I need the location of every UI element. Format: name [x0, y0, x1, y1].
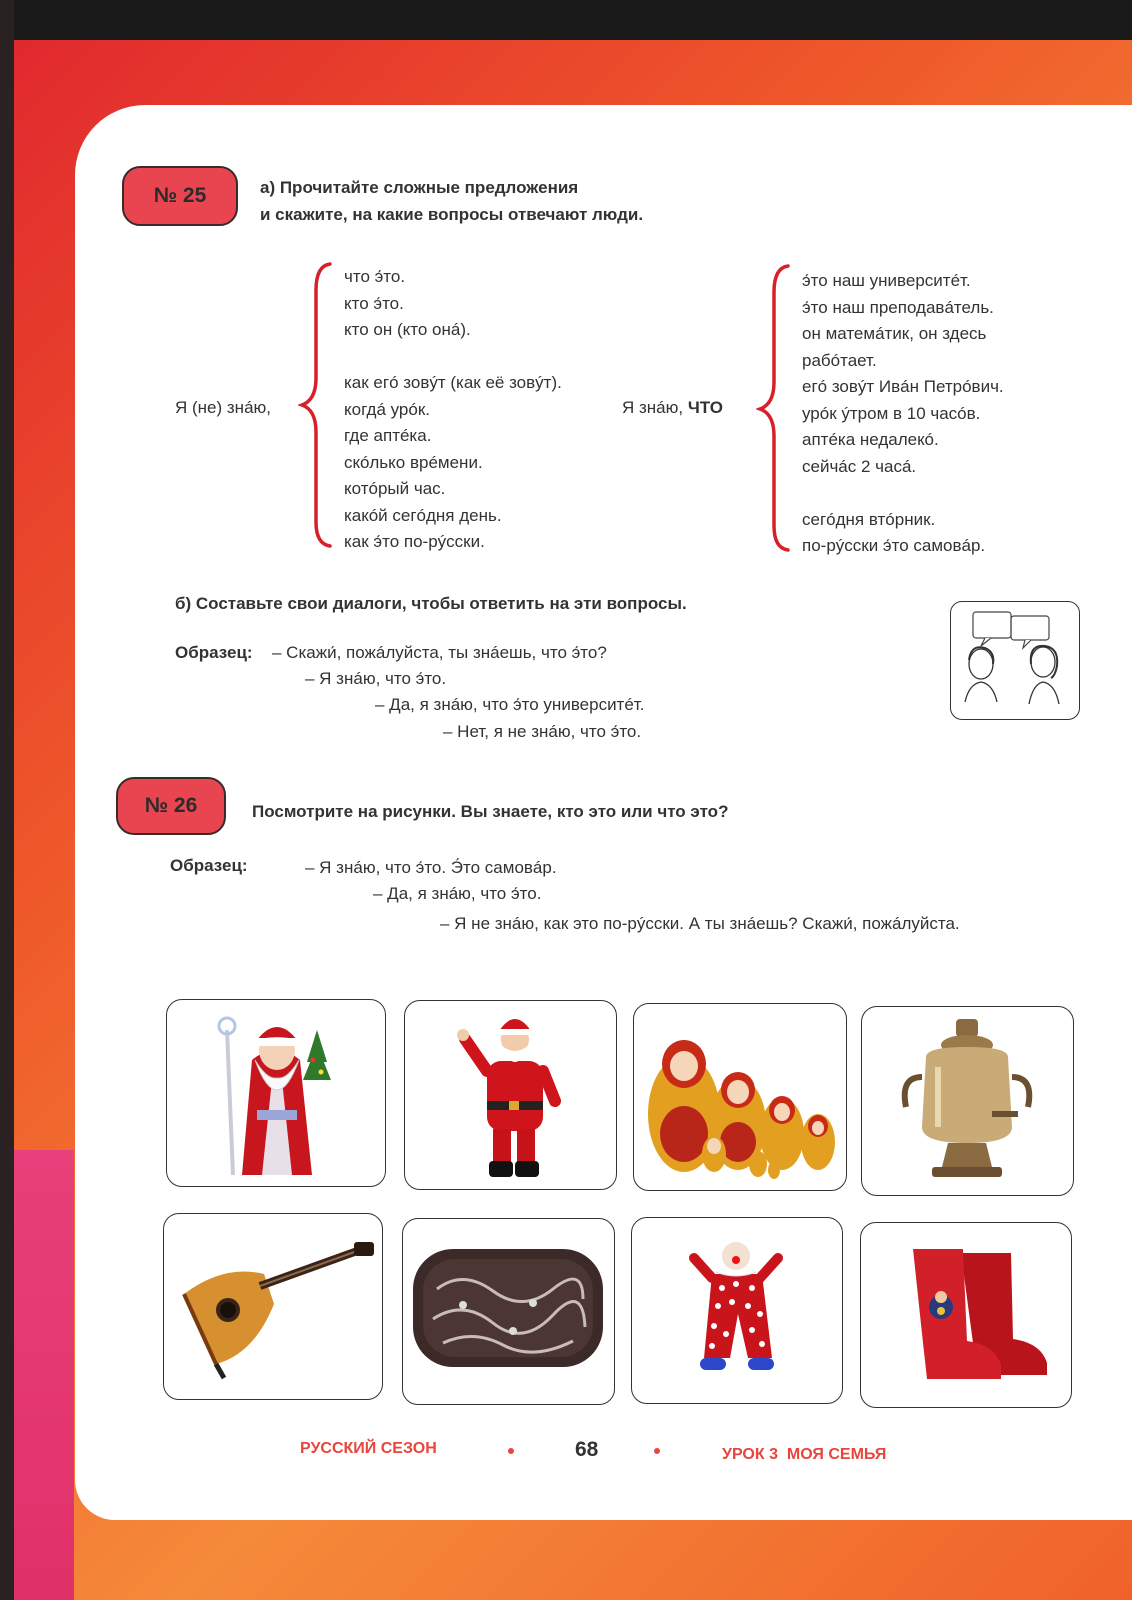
right-item: аптéка недалекó.	[802, 430, 939, 449]
footer-book-title: РУССКИЙ СЕЗОН	[300, 1440, 437, 1457]
left-item: котóрый час.	[344, 479, 446, 498]
instruction-line-2: и скажите, на какие вопросы отвечают люди.	[260, 205, 644, 224]
instruction-line-1: а) Прочитайте сложные предложения	[260, 178, 579, 197]
sample-line: – Да, я знáю, что э́то.	[373, 884, 542, 903]
right-item: э́то наш университéт.	[802, 271, 971, 290]
left-item: кто он (кто онá).	[344, 320, 471, 339]
right-item: сегóдня втóрник.	[802, 509, 936, 529]
right-item	[802, 480, 1004, 507]
left-items-list	[344, 264, 562, 556]
left-intro: Я (не) знáю,	[175, 398, 271, 417]
right-brace	[756, 262, 794, 554]
sample-line: – Да, я знáю, что э́то университéт.	[375, 695, 645, 714]
sample-line: – Я знáю, что э́то. Э́то самовáр.	[305, 858, 557, 877]
left-item: скóлько врéмени.	[344, 452, 483, 472]
right-item: по-рýсски э́то самовáр.	[802, 536, 986, 555]
samovar-image	[862, 1007, 1073, 1195]
sample-label: Образец:	[170, 856, 248, 875]
picture-card-ded-moroz[interactable]	[166, 999, 386, 1187]
left-item: что э́то.	[344, 267, 406, 286]
picture-card-samovar[interactable]	[861, 1006, 1074, 1196]
matryoshka-image	[634, 1004, 846, 1190]
left-item: когдá урóк.	[344, 399, 430, 419]
exercise-26-badge: № 26	[116, 777, 226, 835]
picture-card-santa-claus[interactable]	[404, 1000, 617, 1190]
picture-card-balalaika[interactable]	[163, 1213, 383, 1400]
page-edge-pink	[14, 1150, 74, 1600]
footer-dot-right	[654, 1448, 660, 1454]
sample-line: – Я знáю, что э́то.	[305, 669, 447, 688]
exercise-25-badge: № 25	[122, 166, 238, 226]
gingerbread-image	[403, 1219, 614, 1404]
left-item	[344, 344, 562, 371]
ded-moroz-image	[167, 1000, 385, 1186]
left-item: где аптéка.	[344, 426, 432, 445]
left-item: как егó зовýт (как её зовýт).	[344, 373, 562, 392]
right-item: рабóтает.	[802, 350, 877, 370]
footer-dot-left	[508, 1448, 514, 1454]
picture-card-clown[interactable]	[631, 1217, 843, 1404]
sample-line: – Скажи́, пожáлуйста, ты знáешь, что э́то?	[272, 643, 607, 662]
dialog-illustration	[950, 601, 1080, 720]
right-intro-text: Я знáю,	[622, 398, 684, 417]
picture-card-valenki[interactable]	[860, 1222, 1072, 1408]
picture-card-matryoshka[interactable]	[633, 1003, 847, 1191]
scan-edge-left	[0, 0, 14, 1600]
sample-line: – Нет, я не знáю, что э́то.	[443, 722, 642, 741]
clown-image	[632, 1218, 842, 1403]
left-item: кто э́то.	[344, 293, 404, 313]
valenki-image	[861, 1223, 1071, 1407]
right-items-list	[802, 268, 1004, 560]
right-item: э́то наш преподавáтель.	[802, 297, 994, 317]
sample-label: Образец:	[175, 643, 253, 662]
left-item: какóй сегóдня день.	[344, 505, 502, 525]
exercise-26-instruction: Посмотрите на рисунки. Вы знаете, кто это или что это?	[252, 802, 729, 821]
balalaika-image	[164, 1214, 382, 1399]
footer-lesson-title: УРОК 3 МОЯ СЕМЬЯ	[722, 1446, 887, 1463]
sample-line: – Я не знáю, как это по-рýсски. А ты знáешь? Скажи́, пожáлуйста.	[440, 914, 960, 933]
right-item: егó зовýт Ивáн Петрóвич.	[802, 377, 1004, 396]
scan-edge-top	[0, 0, 1132, 40]
page-number: 68	[575, 1438, 599, 1461]
exercise-25b-instruction: б) Составьте свои диалоги, чтобы ответить на эти вопросы.	[175, 594, 687, 613]
left-brace	[298, 260, 336, 550]
right-intro-bold: ЧТО	[687, 398, 723, 417]
right-item: он матемáтик, он здесь	[802, 324, 987, 343]
picture-card-gingerbread[interactable]	[402, 1218, 615, 1405]
right-item: урóк ýтром в 10 часóв.	[802, 403, 981, 423]
left-item: как э́то по-рýсски.	[344, 532, 485, 551]
exercise-25-instruction	[260, 174, 643, 228]
right-intro	[622, 395, 723, 422]
right-item: сейчáс 2 часá.	[802, 456, 917, 476]
santa-claus-image	[405, 1001, 616, 1189]
